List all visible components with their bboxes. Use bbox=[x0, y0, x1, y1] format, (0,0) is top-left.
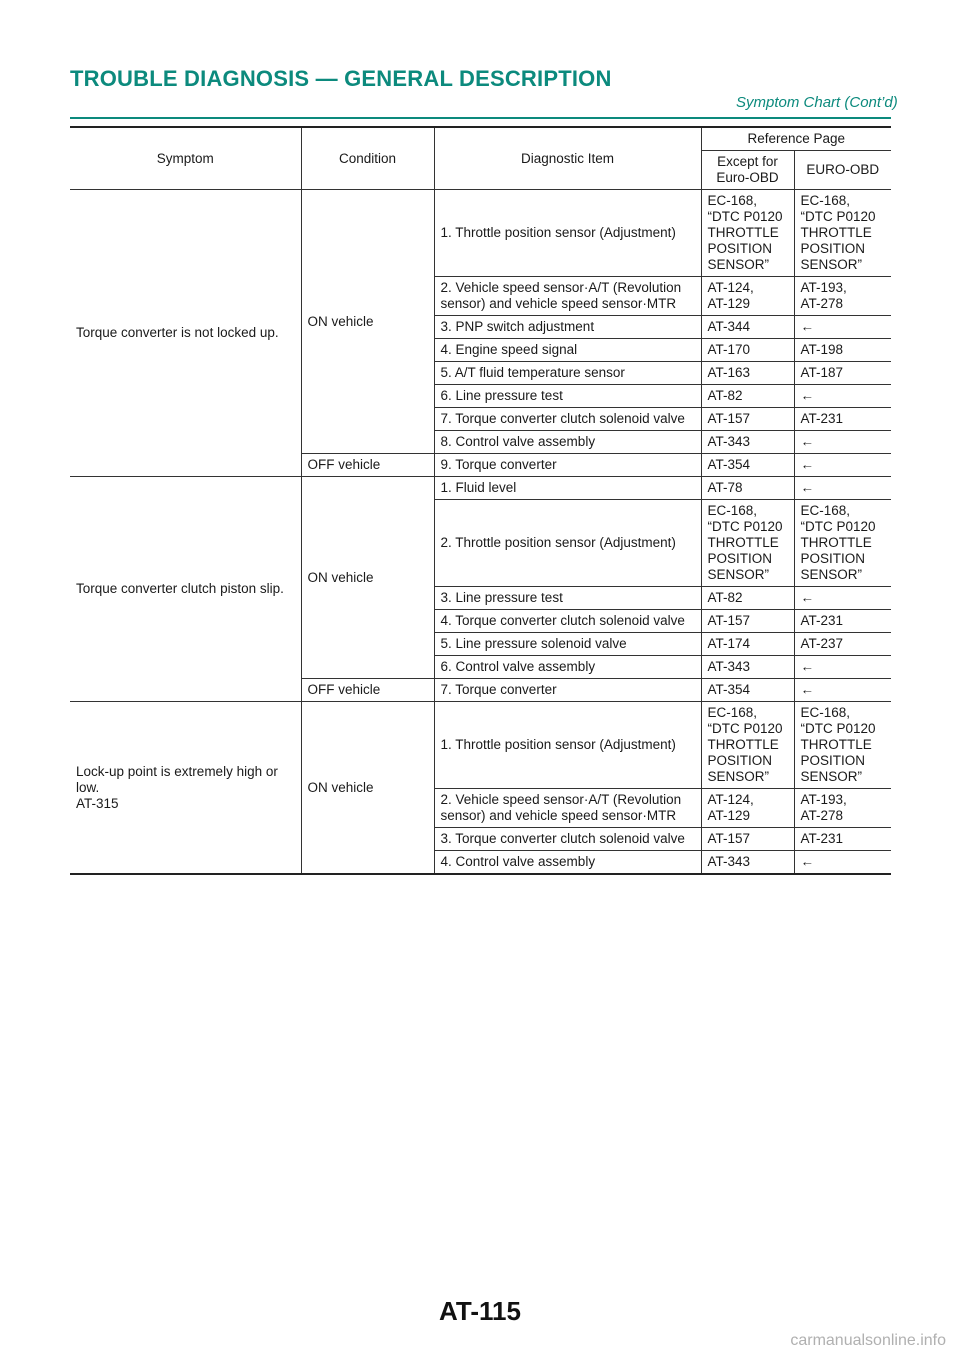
ref-euro-obd-cell: ← bbox=[794, 454, 891, 477]
diagnostic-item-cell: 2. Throttle position sensor (Adjustment) bbox=[434, 500, 701, 587]
table-header bbox=[70, 127, 891, 190]
ref-except-euro-obd-cell: EC-168, “DTC P0120 THROTTLE POSITION SENSOR” bbox=[701, 190, 794, 277]
diagnostic-item-cell: 1. Fluid level bbox=[434, 477, 701, 500]
header-reference-page: Reference Page bbox=[701, 127, 891, 151]
symptom-cell: Torque converter is not locked up. bbox=[70, 190, 301, 477]
ref-euro-obd-cell: EC-168, “DTC P0120 THROTTLE POSITION SENSOR” bbox=[794, 500, 891, 587]
diagnostic-item-cell: 5. Line pressure solenoid valve bbox=[434, 633, 701, 656]
ref-except-euro-obd-cell: EC-168, “DTC P0120 THROTTLE POSITION SENSOR” bbox=[701, 500, 794, 587]
header-diagnostic-item: Diagnostic Item bbox=[434, 127, 701, 190]
diagnostic-item-cell: 7. Torque converter clutch solenoid valve bbox=[434, 408, 701, 431]
header-euro-obd: EURO-OBD bbox=[794, 151, 891, 190]
header-except-euro-obd: Except for Euro-OBD bbox=[701, 151, 794, 190]
ref-euro-obd-cell: ← bbox=[794, 477, 891, 500]
ref-euro-obd-cell: EC-168, “DTC P0120 THROTTLE POSITION SENSOR” bbox=[794, 190, 891, 277]
ref-euro-obd-cell: AT-231 bbox=[794, 828, 891, 851]
condition-cell: OFF vehicle bbox=[301, 454, 434, 477]
diagnostic-item-cell: 5. A/T fluid temperature sensor bbox=[434, 362, 701, 385]
ref-except-euro-obd-cell: AT-163 bbox=[701, 362, 794, 385]
diagnostic-item-cell: 4. Control valve assembly bbox=[434, 851, 701, 875]
ref-except-euro-obd-cell: AT-343 bbox=[701, 656, 794, 679]
diagnostic-item-cell: 9. Torque converter bbox=[434, 454, 701, 477]
ref-except-euro-obd-cell: AT-157 bbox=[701, 408, 794, 431]
ref-euro-obd-cell: ← bbox=[794, 385, 891, 408]
ref-euro-obd-cell: AT-237 bbox=[794, 633, 891, 656]
ref-euro-obd-cell: AT-231 bbox=[794, 610, 891, 633]
ref-except-euro-obd-cell: AT-170 bbox=[701, 339, 794, 362]
diagnostic-item-cell: 2. Vehicle speed sensor·A/T (Revolution sensor) and vehicle speed sensor·MTR bbox=[434, 789, 701, 828]
header-condition: Condition bbox=[301, 127, 434, 190]
symptom-cell: Torque converter clutch piston slip. bbox=[70, 477, 301, 702]
symptom-cell: Lock-up point is extremely high or low. AT-315 bbox=[70, 702, 301, 875]
condition-cell: ON vehicle bbox=[301, 702, 434, 875]
ref-euro-obd-cell: AT-198 bbox=[794, 339, 891, 362]
page-number: AT-115 bbox=[439, 1296, 521, 1326]
ref-except-euro-obd-cell: AT-343 bbox=[701, 851, 794, 875]
diagnostic-item-cell: 4. Engine speed signal bbox=[434, 339, 701, 362]
ref-except-euro-obd-cell: AT-82 bbox=[701, 385, 794, 408]
ref-euro-obd-cell: EC-168, “DTC P0120 THROTTLE POSITION SENSOR” bbox=[794, 702, 891, 789]
ref-euro-obd-cell: AT-193, AT-278 bbox=[794, 789, 891, 828]
diagnostic-item-cell: 1. Throttle position sensor (Adjustment) bbox=[434, 190, 701, 277]
diagnostic-item-cell: 2. Vehicle speed sensor·A/T (Revolution sensor) and vehicle speed sensor·MTR bbox=[434, 277, 701, 316]
table-body bbox=[70, 190, 891, 875]
ref-except-euro-obd-cell: EC-168, “DTC P0120 THROTTLE POSITION SENSOR” bbox=[701, 702, 794, 789]
ref-euro-obd-cell: AT-187 bbox=[794, 362, 891, 385]
page-title: TROUBLE DIAGNOSIS — GENERAL DESCRIPTION bbox=[70, 66, 612, 91]
diagnostic-item-cell: 6. Control valve assembly bbox=[434, 656, 701, 679]
ref-euro-obd-cell: ← bbox=[794, 431, 891, 454]
ref-except-euro-obd-cell: AT-124, AT-129 bbox=[701, 277, 794, 316]
ref-euro-obd-cell: ← bbox=[794, 656, 891, 679]
diagnostic-item-cell: 3. PNP switch adjustment bbox=[434, 316, 701, 339]
condition-cell: ON vehicle bbox=[301, 477, 434, 679]
ref-except-euro-obd-cell: AT-157 bbox=[701, 610, 794, 633]
diagnostic-item-cell: 1. Throttle position sensor (Adjustment) bbox=[434, 702, 701, 789]
ref-euro-obd-cell: ← bbox=[794, 587, 891, 610]
condition-cell: OFF vehicle bbox=[301, 679, 434, 702]
symptom-chart-table bbox=[70, 126, 891, 875]
ref-euro-obd-cell: AT-231 bbox=[794, 408, 891, 431]
diagnostic-item-cell: 3. Torque converter clutch solenoid valve bbox=[434, 828, 701, 851]
table-row bbox=[70, 190, 891, 277]
ref-except-euro-obd-cell: AT-343 bbox=[701, 431, 794, 454]
ref-euro-obd-cell: ← bbox=[794, 851, 891, 875]
ref-except-euro-obd-cell: AT-354 bbox=[701, 679, 794, 702]
condition-cell: ON vehicle bbox=[301, 190, 434, 454]
ref-except-euro-obd-cell: AT-174 bbox=[701, 633, 794, 656]
diagnostic-item-cell: 6. Line pressure test bbox=[434, 385, 701, 408]
ref-except-euro-obd-cell: AT-344 bbox=[701, 316, 794, 339]
table-row bbox=[70, 477, 891, 500]
table-row bbox=[70, 702, 891, 789]
ref-except-euro-obd-cell: AT-157 bbox=[701, 828, 794, 851]
ref-euro-obd-cell: AT-193, AT-278 bbox=[794, 277, 891, 316]
ref-except-euro-obd-cell: AT-354 bbox=[701, 454, 794, 477]
ref-except-euro-obd-cell: AT-124, AT-129 bbox=[701, 789, 794, 828]
ref-euro-obd-cell: ← bbox=[794, 679, 891, 702]
diagnostic-item-cell: 4. Torque converter clutch solenoid valve bbox=[434, 610, 701, 633]
ref-except-euro-obd-cell: AT-82 bbox=[701, 587, 794, 610]
watermark: carmanualsonline.info bbox=[790, 1332, 946, 1349]
page-subtitle: Symptom Chart (Cont’d) bbox=[736, 94, 898, 111]
diagnostic-item-cell: 3. Line pressure test bbox=[434, 587, 701, 610]
diagnostic-item-cell: 8. Control valve assembly bbox=[434, 431, 701, 454]
diagnostic-item-cell: 7. Torque converter bbox=[434, 679, 701, 702]
ref-euro-obd-cell: ← bbox=[794, 316, 891, 339]
ref-except-euro-obd-cell: AT-78 bbox=[701, 477, 794, 500]
title-rule bbox=[70, 117, 891, 119]
header-symptom: Symptom bbox=[70, 127, 301, 190]
